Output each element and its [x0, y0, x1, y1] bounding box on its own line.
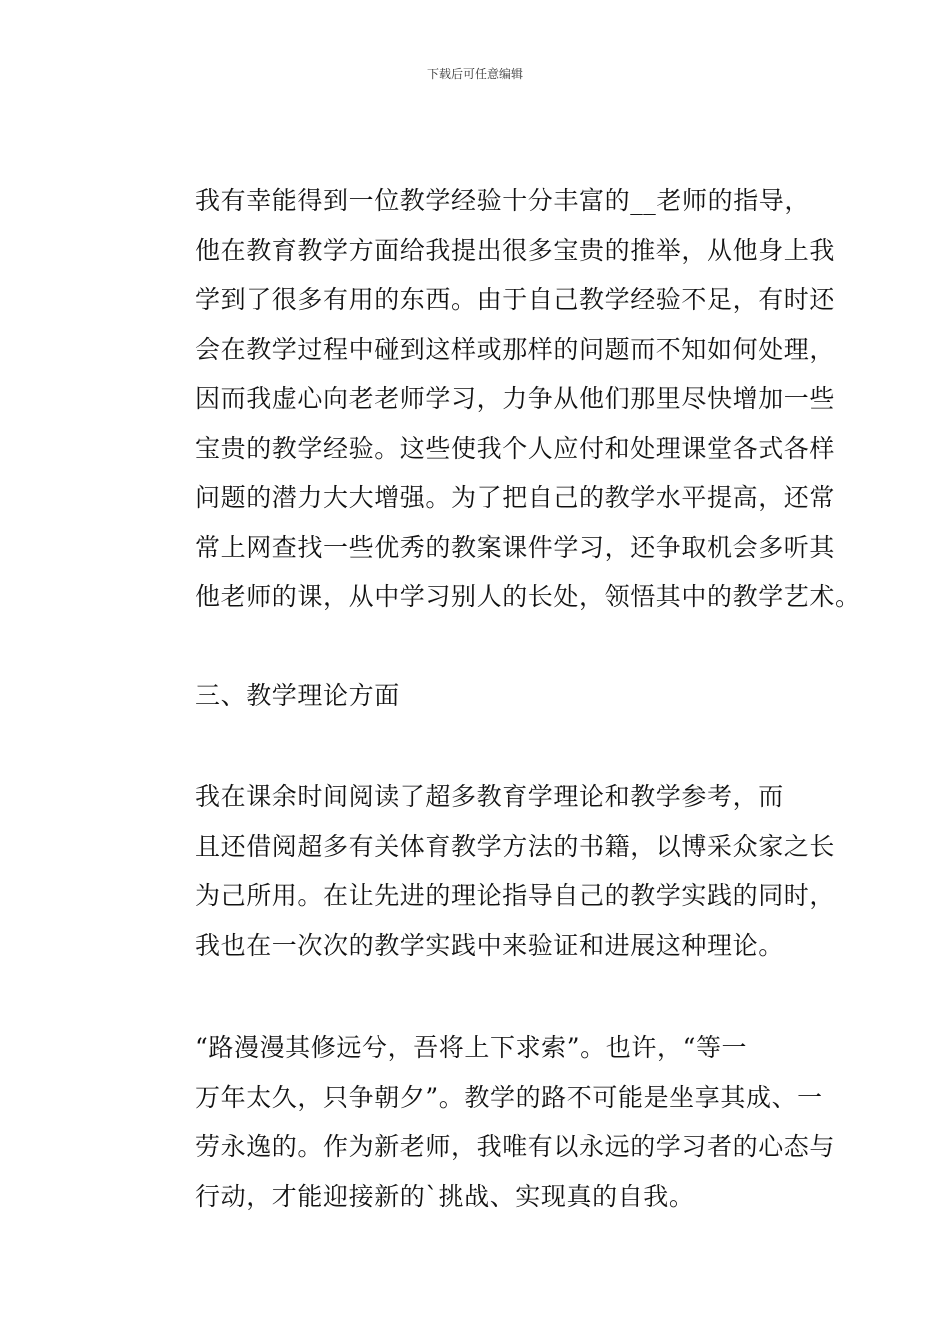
- text-line: 问题的潜力大大增强。为了把自己的教学水平提高，还常: [195, 483, 836, 512]
- paragraph-mentor: [145, 176, 861, 622]
- section-heading-theory: [145, 671, 817, 721]
- document-body: [145, 176, 861, 1221]
- paragraph-conclusion: [145, 1023, 836, 1221]
- text-line: 常上网查找一些优秀的教案课件学习，还争取机会多听其: [195, 532, 836, 562]
- text-line: 我有幸能得到一位教学经验十分丰富的__老师的指导，: [195, 186, 811, 215]
- paragraph-theory: [145, 772, 836, 970]
- text-line: 我也在一次次的教学实践中来验证和进展这种理论。: [195, 930, 784, 960]
- text-line: 我在课余时间阅读了超多教育学理论和教学参考，而: [195, 782, 784, 811]
- text-line: 学到了很多有用的东西。由于自己教学经验不足，有时还: [195, 285, 836, 314]
- text-line: 宝贵的教学经验。这些使我个人应付和处理课堂各式各样: [195, 433, 836, 463]
- text-line: 他在教育教学方面给我提出很多宝贵的推举，从他身上我: [195, 235, 836, 265]
- text-line: 会在教学过程中碰到这样或那样的问题而不知如何处理，: [195, 334, 836, 364]
- text-line: 万年太久，只争朝夕”。教学的路不可能是坐享其成、一: [195, 1082, 823, 1112]
- page-header: 下载后可任意编辑: [426, 67, 523, 81]
- text-line: 行动，才能迎接新的`挑战、实现真的自我。: [195, 1181, 695, 1211]
- text-line: 因而我虚心向老老师学习，力争从他们那里尽快增加一些: [195, 384, 836, 413]
- text-line: 他老师的课，从中学习别人的长处，领悟其中的教学艺术。: [195, 582, 861, 611]
- text-line: 为己所用。在让先进的理论指导自己的教学实践的同时，: [195, 881, 836, 910]
- heading-line: 三、教学理论方面: [195, 680, 400, 710]
- text-line: 且还借阅超多有关体育教学方法的书籍，以博采众家之长: [195, 831, 836, 861]
- text-line: 劳永逸的。作为新老师，我唯有以永远的学习者的心态与: [195, 1132, 836, 1161]
- text-line: “路漫漫其修远兮，吾将上下求索”。也许，“等一: [195, 1033, 748, 1062]
